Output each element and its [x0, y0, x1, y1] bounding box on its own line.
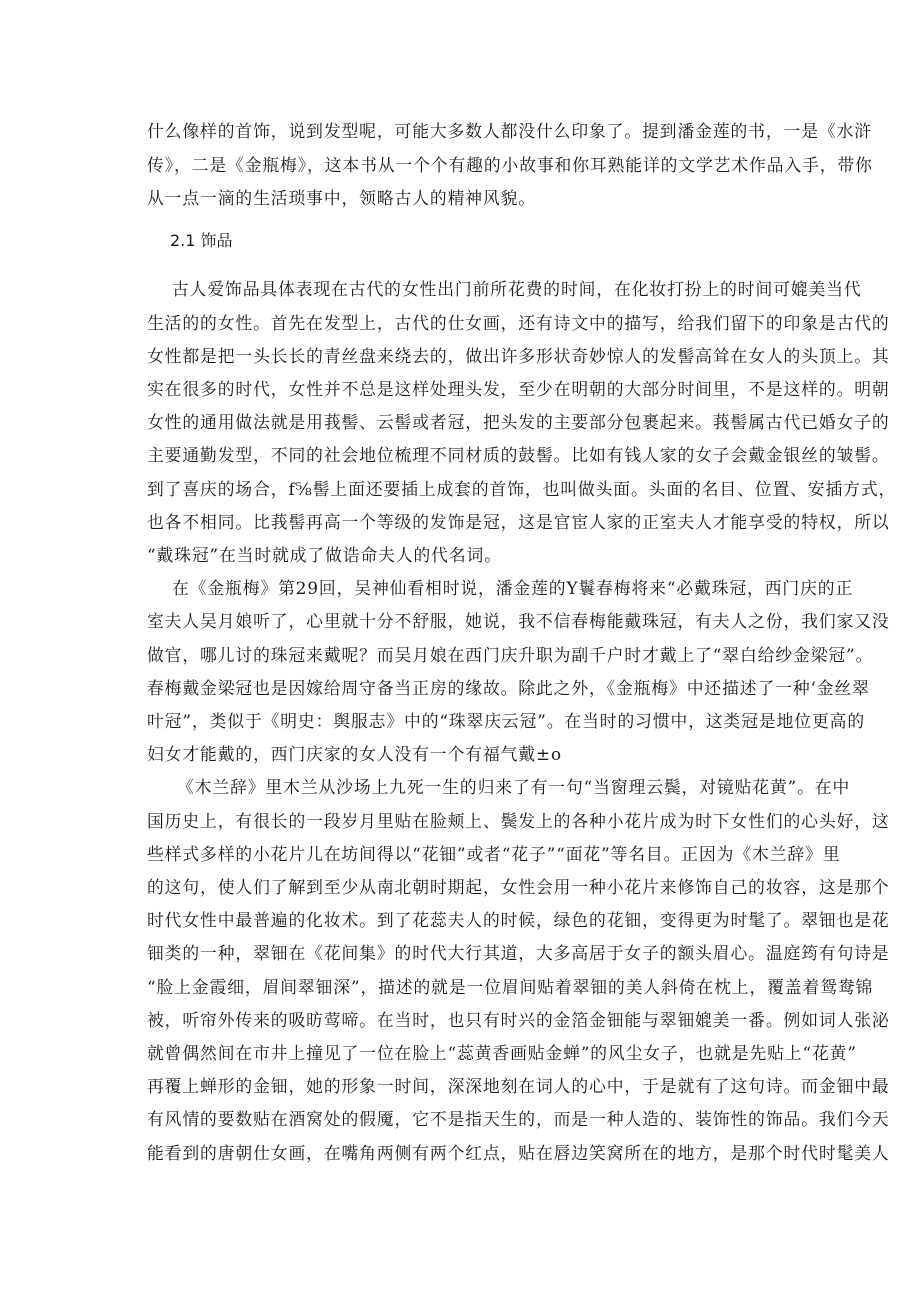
para3-line-11: 有风情的要数贴在酒窝处的假魇，它不是指天生的，而是一种人造的、装饰性的饰品。我们今天 — [147, 1109, 890, 1129]
para3-line-9: 就曾偶然间在市井上撞见了一位在脸上“蕊黄香画贴金蝉”的风尘女子，也就是先贴上“花黄” — [147, 1043, 857, 1063]
para1-line-8: 也各不相同。比莪髻再高一个等级的发饰是冠，这是官宦人家的正室夫人才能享受的特权，所以 — [147, 512, 890, 532]
intro-line-3: 从一点一滴的生活琐事中，领略古人的精神风貌。 — [147, 188, 536, 208]
para2-line-2: 室夫人吴月娘听了，心里就十分不舒服，她说，我不信春梅能戴珠冠，有夫人之份，我们家又没 — [147, 611, 890, 631]
para1-line-6: 主要通勤发型，不同的社会地位梳理不同材质的鼓髻。比如有钱人家的女子会戴金银丝的皱髻。 — [147, 445, 890, 465]
section-heading: 2.1 饰品 — [170, 231, 233, 250]
para3-line-6: 钿类的一种，翠钿在《花间集》的时代大行其道，大多高居于女子的额头眉心。温庭筠有句诗是 — [147, 943, 890, 963]
para1-line-9: “戴珠冠”在当时就成了做诰命夫人的代名词。 — [147, 545, 502, 565]
intro-line-1: 什么像样的首饰，说到发型呢，可能大多数人都没什么印象了。提到潘金莲的书，一是《水浒 — [147, 121, 872, 141]
para1-line-2: 生活的的女性。首先在发型上，古代的仕女画，还有诗文中的描写，给我们留下的印象是古代的 — [147, 313, 890, 333]
para1-line-1: 古人爱饰品具体表现在古代的女性出门前所花费的时间，在化妆打扮上的时间可媲美当代 — [172, 279, 862, 299]
para1-line-4: 实在很多的时代，女性并不总是这样处理头发，至少在明朝的大部分时间里，不是这样的。明朝 — [147, 379, 890, 399]
para3-line-8: 被，听帘外传来的吸昉莺啼。在当时，也只有时兴的金箔金钿能与翠钿媲美一番。例如词人张泌 — [147, 1010, 890, 1030]
para3-line-10: 再覆上蝉形的金钿，她的形象一时间，深深地刻在词人的心中，于是就有了这句诗。而金钿中最 — [147, 1076, 890, 1096]
para2-line-4: 春梅戴金梁冠也是因嫁给周守备当正房的缘故。除此之外，《金瓶梅》中还描述了一种‘金丝翠 — [147, 678, 870, 698]
para2-line-5: 叶冠”，类似于《明史：舆服志》中的“珠翠庆云冠”。在当时的习惯中，这类冠是地位更高的 — [147, 711, 866, 731]
para3-line-12: 能看到的唐朝仕女画，在嘴角两侧有两个红点，贴在唇边笑窝所在的地方，是那个时代时髦美人 — [147, 1143, 890, 1163]
para1-line-5: 女性的通用做法就是用莪髻、云髻或者冠，把头发的主要部分包裹起来。莪髻属古代已婚女子的 — [147, 412, 890, 432]
para3-line-2: 国历史上，有很长的一段岁月里贴在脸颊上、鬓发上的各种小花片成为时下女性们的心头好，这 — [147, 811, 890, 831]
para3-line-7: “脸上金霞细，眉间翠钿深”，描述的就是一位眉间贴着翠钿的美人斜倚在枕上，覆盖着鸳鸯锦 — [147, 977, 874, 997]
para1-line-7: 到了喜庆的场合，f⅝髻上面还要插上成套的首饰，也叫做头面。头面的名目、位置、安插方式， — [147, 479, 897, 499]
para3-line-5: 时代女性中最普遍的化妆术。到了花蕊夫人的时候，绿色的花钿，变得更为时髦了。翠钿也是花 — [147, 910, 890, 930]
para3-line-3: 些样式多样的小花片儿在坊间得以“花钿”或者“花子”“面花”等名目。正因为《木兰辞》里 — [147, 844, 841, 864]
intro-line-2: 传》，二是《金瓶梅》，这本书从一个个有趣的小故事和你耳熟能详的文学艺术作品入手，带你 — [147, 155, 873, 175]
para3-line-1: 《木兰辞》里木兰从沙场上九死一生的归来了有一句“当窗理云鬓，对镜贴花黄”。在中 — [177, 777, 851, 797]
para2-line-6: 妇女才能戴的，西门庆家的女人没有一个有福气戴±o — [147, 744, 562, 764]
para3-line-4: 的这句，使人们了解到至少从南北朝时期起，女性会用一种小花片来修饰自己的妆容，这是那个 — [147, 877, 890, 897]
para2-line-1: 在《金瓶梅》第29回，吴神仙看相时说，潘金莲的Y鬟春梅将来“必戴珠冠，西门庆的正 — [172, 578, 854, 598]
para1-line-3: 女性都是把一头长长的青丝盘来绕去的，做出许多形状奇妙惊人的发髻高耸在女人的头顶上。其 — [147, 346, 890, 366]
para2-line-3: 做官，哪儿讨的珠冠来戴呢？而吴月娘在西门庆升职为副千户时才戴上了“翠白给纱金梁冠”。 — [147, 645, 874, 665]
